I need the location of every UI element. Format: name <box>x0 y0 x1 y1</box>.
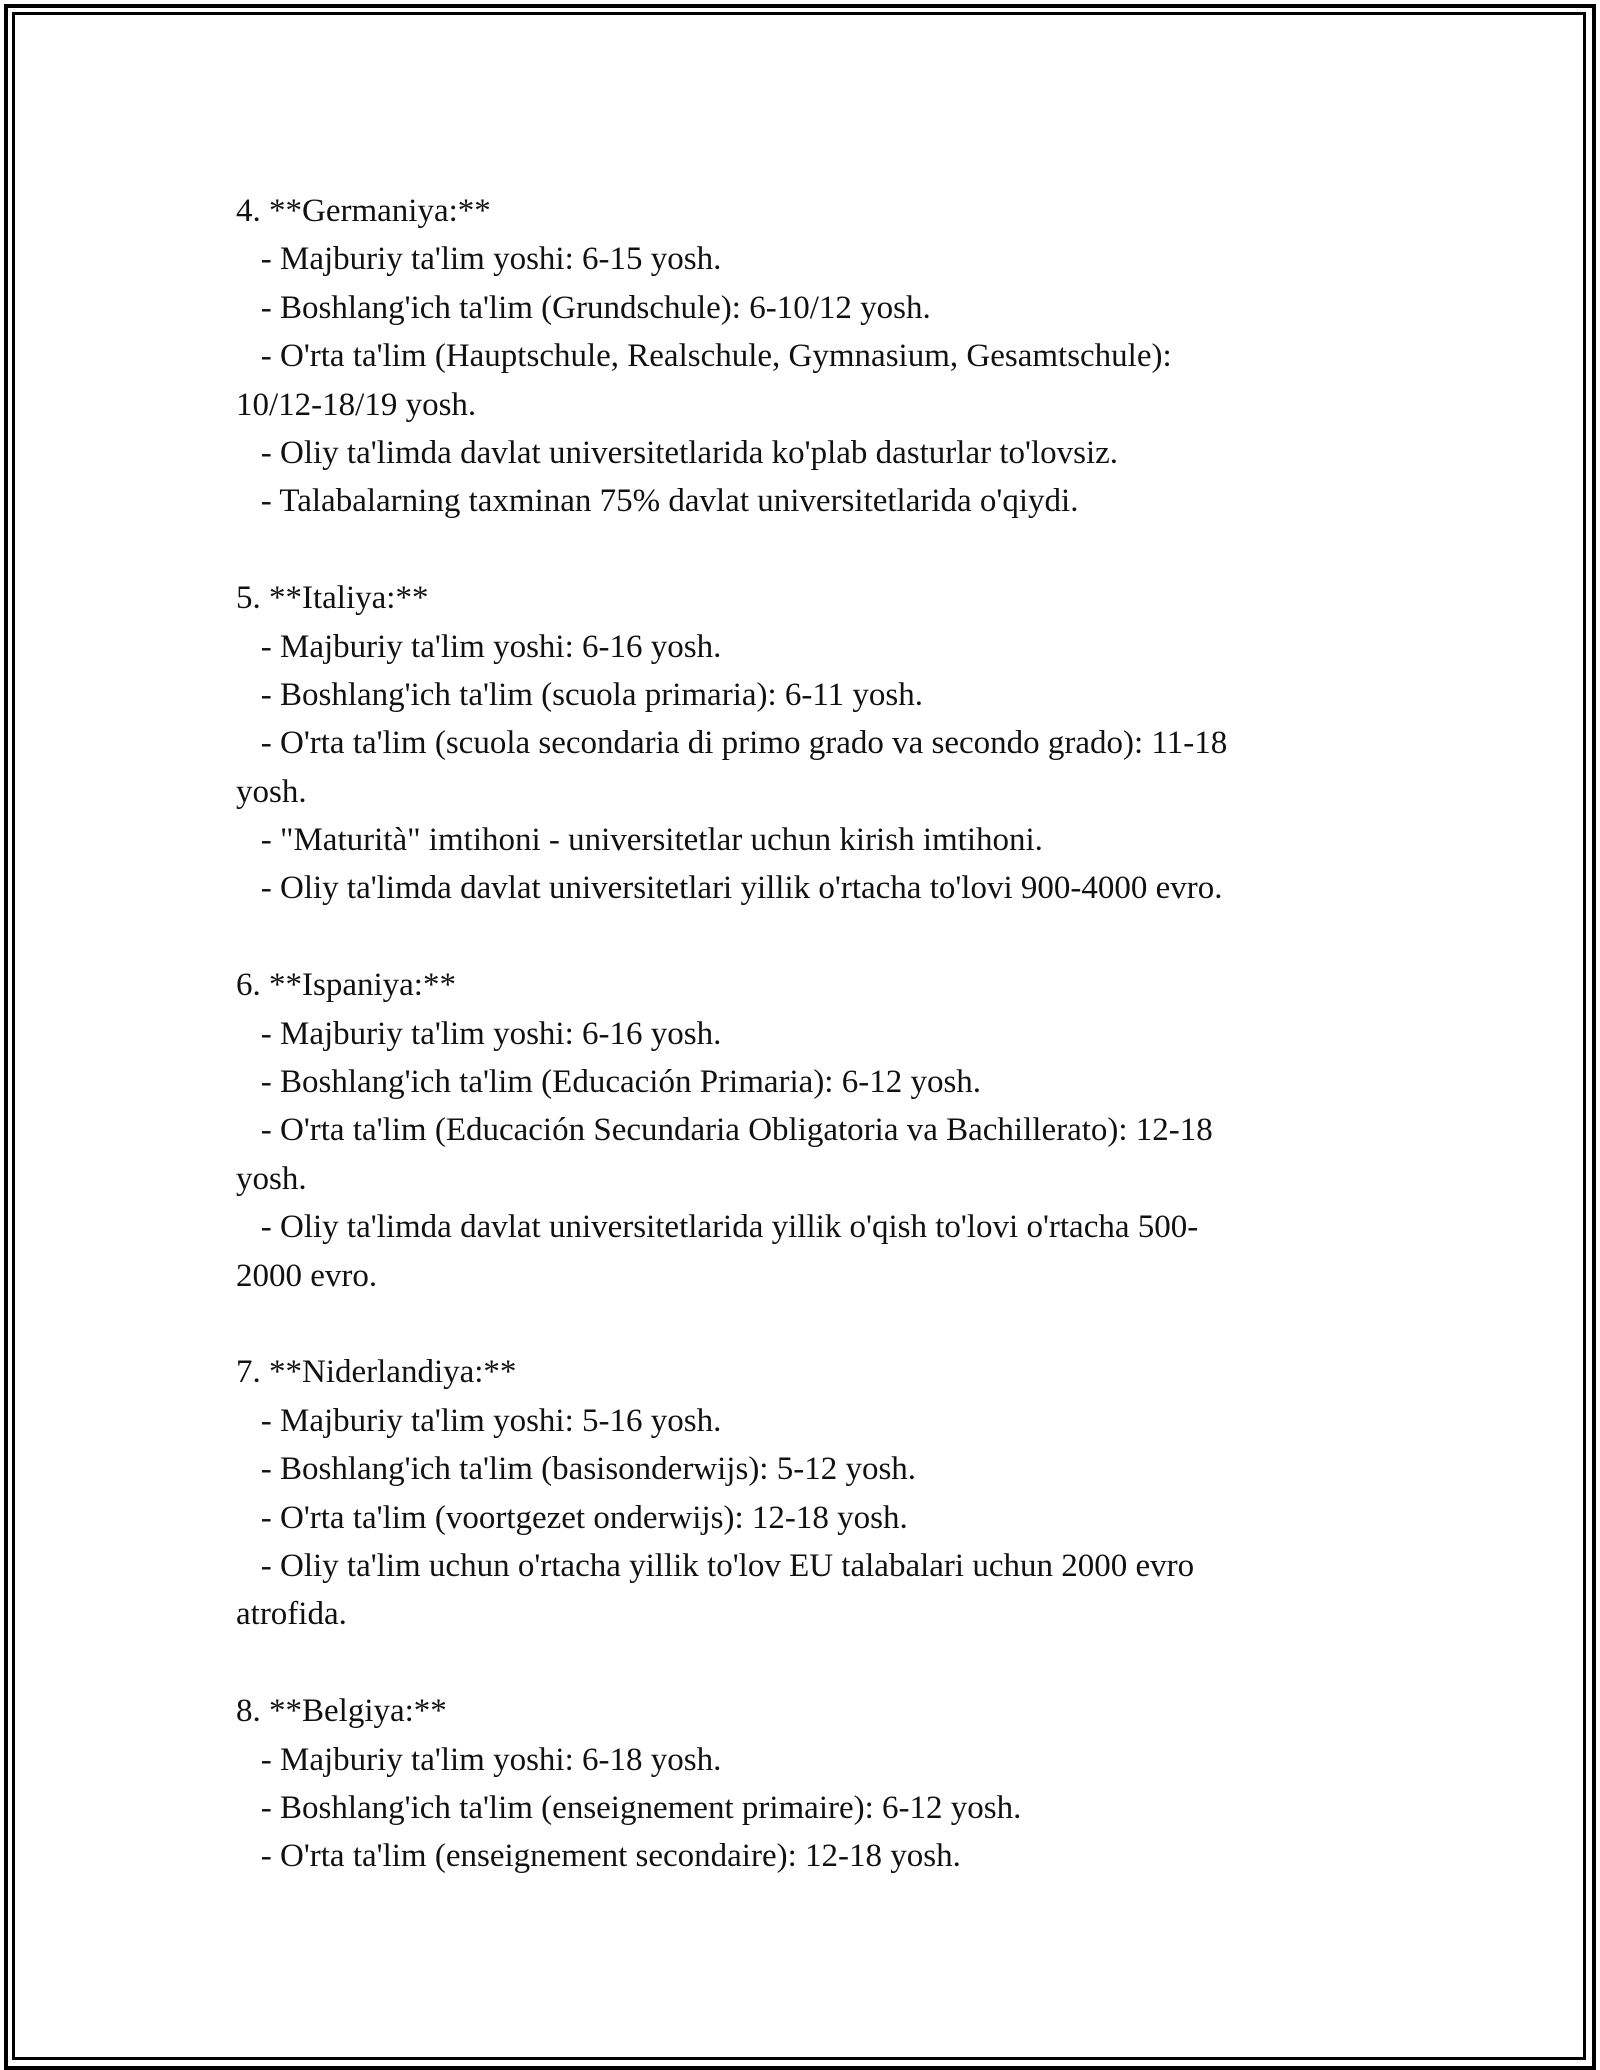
list-item: - O'rta ta'lim (scuola secondaria di primo grado va secondo grado): 11-18 <box>236 725 1228 762</box>
section-niderlandiya <box>236 1348 1356 1638</box>
list-item: - Boshlang'ich ta'lim (scuola primaria): 6-11 yosh. <box>236 676 924 713</box>
section-ispaniya <box>236 961 1356 1300</box>
list-item: - Boshlang'ich ta'lim (Grundschule): 6-10/12 yosh. <box>236 289 931 326</box>
section-spacer <box>236 1300 1356 1348</box>
section-italiya <box>236 574 1356 913</box>
list-item: - Majburiy ta'lim yoshi: 6-16 yosh. <box>236 1015 722 1052</box>
list-item: - Majburiy ta'lim yoshi: 6-15 yosh. <box>236 241 722 278</box>
list-item-continuation: yosh. <box>236 773 307 810</box>
list-item: - Oliy ta'limda davlat universitetlari yillik o'rtacha to'lovi 900-4000 evro. <box>236 870 1223 907</box>
list-item: - Boshlang'ich ta'lim (Educación Primaria): 6-12 yosh. <box>236 1064 982 1101</box>
list-item: - Oliy ta'limda davlat universitetlarida yillik o'qish to'lovi o'rtacha 500- <box>236 1209 1199 1246</box>
section-spacer <box>236 526 1356 574</box>
list-item-continuation: atrofida. <box>236 1596 347 1633</box>
list-item: - O'rta ta'lim (Educación Secundaria Obligatoria va Bachillerato): 12-18 <box>236 1112 1213 1149</box>
list-item-continuation: yosh. <box>236 1160 307 1197</box>
list-item: - Majburiy ta'lim yoshi: 6-16 yosh. <box>236 628 722 665</box>
section-belgiya <box>236 1687 1356 1881</box>
list-item: - "Maturità" imtihoni - universitetlar uchun kirish imtihoni. <box>236 822 1043 859</box>
section-heading: 6. **Ispaniya:** <box>236 967 456 1004</box>
document-body <box>236 187 1356 1881</box>
section-heading: 7. **Niderlandiya:** <box>236 1354 517 1391</box>
list-item-continuation: 10/12-18/19 yosh. <box>236 386 477 423</box>
section-germaniya <box>236 187 1356 526</box>
list-item: - Boshlang'ich ta'lim (basisonderwijs): 5-12 yosh. <box>236 1451 917 1488</box>
list-item-continuation: 2000 evro. <box>236 1257 378 1294</box>
section-heading: 8. **Belgiya:** <box>236 1693 447 1730</box>
section-heading: 5. **Italiya:** <box>236 580 429 617</box>
list-item: - O'rta ta'lim (enseignement secondaire): 12-18 yosh. <box>236 1838 961 1875</box>
section-heading: 4. **Germaniya:** <box>236 193 491 229</box>
section-spacer <box>236 1639 1356 1687</box>
list-item: - O'rta ta'lim (voortgezet onderwijs): 12-18 yosh. <box>236 1499 908 1536</box>
list-item: - Oliy ta'lim uchun o'rtacha yillik to'lov EU talabalari uchun 2000 evro <box>236 1547 1195 1584</box>
list-item: - Oliy ta'limda davlat universitetlarida ko'plab dasturlar to'lovsiz. <box>236 434 1119 471</box>
list-item: - Talabalarning taxminan 75% davlat universitetlarida o'qiydi. <box>236 483 1079 520</box>
list-item: - Boshlang'ich ta'lim (enseignement primaire): 6-12 yosh. <box>236 1789 1022 1826</box>
list-item: - Majburiy ta'lim yoshi: 5-16 yosh. <box>236 1402 722 1439</box>
list-item: - O'rta ta'lim (Hauptschule, Realschule, Gymnasium, Gesamtschule): <box>236 338 1172 375</box>
list-item: - Majburiy ta'lim yoshi: 6-18 yosh. <box>236 1741 722 1778</box>
section-spacer <box>236 913 1356 961</box>
